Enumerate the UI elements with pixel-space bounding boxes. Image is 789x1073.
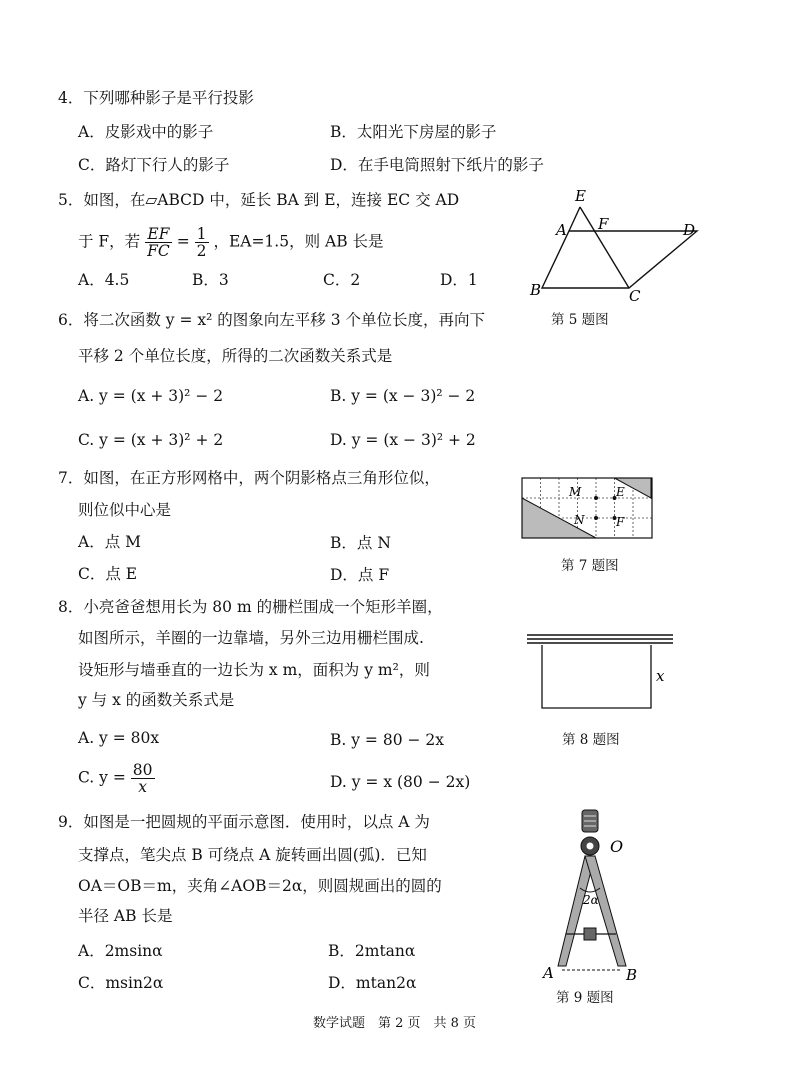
- q5-option-c: C．2: [323, 271, 361, 289]
- q7-option-a: A．点 M: [78, 533, 141, 551]
- q5-stem: 5．如图，在▱ABCD 中，延长 BA 到 E，连接 EC 交 AD: [58, 191, 460, 209]
- compass-leg-b: [585, 856, 626, 966]
- q9-stem-line3: OA＝OB＝m，夹角∠AOB＝2α，则圆规画出的圆的: [78, 877, 442, 895]
- point-n: [594, 516, 598, 520]
- q8-stem-line2: 如图所示，羊圈的一边靠墙，另外三边用栅栏围成.: [78, 629, 424, 647]
- q7-stem-line2: 则位似中心是: [78, 501, 172, 519]
- label-f: F: [598, 215, 609, 233]
- q8-stem: 8．小亮爸爸想用长为 80 m 的栅栏围成一个矩形羊圈，: [58, 598, 443, 616]
- q4-option-a: A．皮影戏中的影子: [78, 123, 214, 141]
- label-n: N: [574, 513, 585, 527]
- frac-den: 2: [196, 242, 207, 260]
- q9-stem: 9．如图是一把圆规的平面示意图．使用时，以点 A 为: [58, 813, 430, 831]
- q4-option-d: D．在手电筒照射下纸片的影子: [330, 156, 544, 174]
- q6-option-d: D. y = (x − 3)² + 2: [330, 431, 476, 449]
- parallelogram-abcd: [542, 231, 697, 288]
- q6-option-a: A. y = (x + 3)² − 2: [78, 387, 224, 405]
- label-e: E: [616, 485, 625, 499]
- q5-stem2-pre: 于 F，若: [78, 232, 141, 251]
- q6-option-c: C. y = (x + 3)² + 2: [78, 431, 224, 449]
- label-b: B: [626, 966, 638, 984]
- label-angle: 2α: [583, 893, 599, 907]
- q6-option-b: B. y = (x − 3)² − 2: [330, 387, 476, 405]
- label-c: C: [629, 287, 641, 305]
- frac-den: FC: [147, 242, 170, 260]
- q5-option-a: A．4.5: [78, 271, 130, 289]
- q8-stem-line3: 设矩形与墙垂直的一边长为 x m，面积为 y m²，则: [78, 661, 430, 679]
- q5-fraction-half: [195, 226, 209, 259]
- q9-option-b: B．2mtanα: [328, 942, 416, 960]
- q9-compass-figure: [540, 808, 650, 983]
- q5-caption: 第 5 题图: [551, 312, 609, 328]
- frac-den: x: [138, 778, 148, 796]
- q8-pen-figure: [527, 633, 677, 713]
- q5-stem2-post: ，EA=1.5，则 AB 长是: [213, 232, 384, 251]
- q7-stem: 7．如图，在正方形网格中，两个阴影格点三角形位似，: [58, 469, 440, 487]
- label-b: B: [530, 281, 542, 299]
- q4-stem: 4．下列哪种影子是平行投影: [58, 89, 254, 107]
- label-o: O: [610, 837, 624, 856]
- q6-stem: 6．将二次函数 y = x² 的图象向左平移 3 个单位长度，再向下: [58, 311, 485, 329]
- frac-num: EF: [145, 226, 172, 243]
- q8-option-c: [78, 762, 155, 795]
- q4-option-b: B．太阳光下房屋的影子: [330, 123, 497, 141]
- q8-caption: 第 8 题图: [562, 732, 620, 748]
- q7-grid-figure: [522, 478, 652, 540]
- q8-option-d: D. y = x (80 − 2x): [330, 773, 471, 791]
- q5-fraction-ef-fc: [145, 226, 172, 259]
- label-e: E: [575, 187, 586, 205]
- label-f: F: [616, 515, 625, 529]
- q5-stem-line2: [78, 226, 384, 259]
- q8-fraction: [131, 762, 155, 795]
- q8-option-c-pre: C. y =: [78, 768, 126, 787]
- fence-rectangle: [542, 645, 651, 708]
- q8-option-b: B. y = 80 − 2x: [330, 731, 445, 749]
- q8-option-a: A. y = 80x: [78, 729, 160, 747]
- q5-option-d: D．1: [440, 271, 478, 289]
- q8-stem-line4: y 与 x 的函数关系式是: [78, 691, 235, 709]
- q9-stem-line4: 半径 AB 长是: [78, 907, 173, 925]
- label-a: A: [543, 964, 554, 982]
- q7-option-c: C．点 E: [78, 565, 138, 583]
- q9-option-a: A．2msinα: [78, 942, 163, 960]
- q4-option-c: C．路灯下行人的影子: [78, 156, 230, 174]
- q9-stem-line2: 支撑点，笔尖点 B 可绕点 A 旋转画出圆(弧)．已知: [78, 846, 427, 864]
- q5-option-b: B．3: [192, 271, 229, 289]
- adjust-knob: [584, 928, 596, 940]
- label-m: M: [569, 485, 582, 499]
- q5-equals: =: [176, 232, 190, 251]
- label-a: A: [556, 221, 567, 239]
- q9-caption: 第 9 题图: [556, 990, 614, 1006]
- label-d: D: [683, 221, 696, 239]
- page-footer: 数学试题 第 2 页 共 8 页: [312, 1016, 477, 1031]
- q7-caption: 第 7 题图: [561, 558, 619, 574]
- frac-num: 80: [132, 761, 153, 779]
- q5-parallelogram-figure: [525, 185, 705, 305]
- point-m: [594, 496, 598, 500]
- q7-option-d: D．点 F: [330, 566, 390, 584]
- extension-ae: [569, 207, 580, 231]
- label-x: x: [656, 667, 665, 685]
- q6-stem-line2: 平移 2 个单位长度，所得的二次函数关系式是: [78, 347, 393, 365]
- frac-num: 1: [196, 225, 207, 243]
- q7-option-b: B．点 N: [330, 534, 391, 552]
- q9-option-c: C．msin2α: [78, 974, 164, 992]
- q9-option-d: D．mtan2α: [328, 974, 417, 992]
